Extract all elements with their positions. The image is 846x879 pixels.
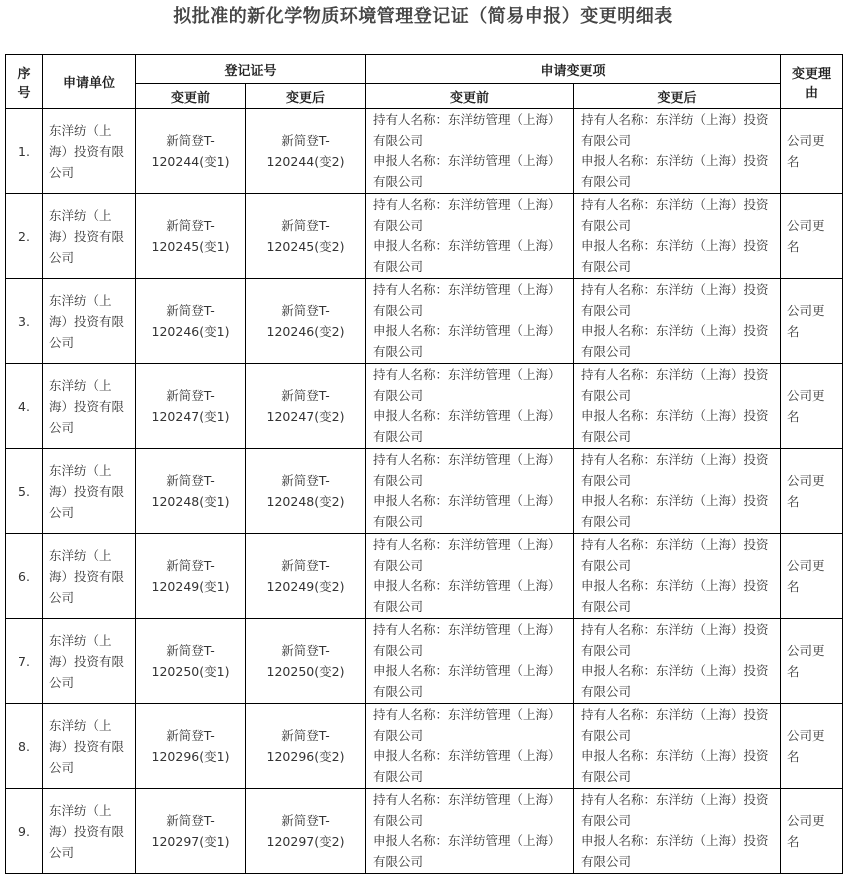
applicant-name-after: 申报人名称：东洋纺（上海）投资有限公司	[581, 748, 769, 784]
applicant-name-after: 申报人名称：东洋纺（上海）投资有限公司	[581, 408, 769, 444]
row-change-after	[574, 109, 781, 194]
header-applicant: 申请单位	[43, 55, 136, 109]
row-change-after	[574, 279, 781, 364]
row-cert-after: 新简登T-120297(变2)	[246, 789, 366, 874]
row-cert-before: 新简登T-120247(变1)	[136, 364, 246, 449]
row-cert-before: 新简登T-120245(变1)	[136, 194, 246, 279]
row-reason: 公司更名	[781, 364, 843, 449]
holder-name-before: 持有人名称：东洋纺管理（上海）有限公司	[373, 367, 561, 403]
row-applicant: 东洋纺（上海）投资有限公司	[43, 619, 136, 704]
row-reason: 公司更名	[781, 704, 843, 789]
holder-name-after: 持有人名称：东洋纺（上海）投资有限公司	[581, 622, 769, 658]
row-cert-after: 新简登T-120248(变2)	[246, 449, 366, 534]
header-change-before: 变更前	[366, 84, 574, 109]
holder-name-before: 持有人名称：东洋纺管理（上海）有限公司	[373, 707, 561, 743]
applicant-name-after: 申报人名称：东洋纺（上海）投资有限公司	[581, 238, 769, 274]
holder-name-after: 持有人名称：东洋纺（上海）投资有限公司	[581, 537, 769, 573]
applicant-name-after: 申报人名称：东洋纺（上海）投资有限公司	[581, 153, 769, 189]
row-change-after	[574, 789, 781, 874]
applicant-name-before: 申报人名称：东洋纺管理（上海）有限公司	[373, 578, 561, 614]
table-row	[6, 704, 843, 789]
page-title: 拟批准的新化学物质环境管理登记证（简易申报）变更明细表	[173, 6, 673, 27]
header-change-group: 申请变更项	[366, 55, 781, 84]
holder-name-before: 持有人名称：东洋纺管理（上海）有限公司	[373, 112, 561, 148]
row-cert-after: 新简登T-120296(变2)	[246, 704, 366, 789]
row-reason: 公司更名	[781, 619, 843, 704]
holder-name-after: 持有人名称：东洋纺（上海）投资有限公司	[581, 282, 769, 318]
header-no: 序号	[6, 55, 43, 109]
row-cert-before: 新简登T-120249(变1)	[136, 534, 246, 619]
row-change-before	[366, 364, 574, 449]
row-change-after	[574, 704, 781, 789]
applicant-name-after: 申报人名称：东洋纺（上海）投资有限公司	[581, 833, 769, 869]
header-reason: 变更理由	[781, 55, 843, 109]
row-change-after	[574, 194, 781, 279]
row-reason: 公司更名	[781, 534, 843, 619]
row-cert-after: 新简登T-120246(变2)	[246, 279, 366, 364]
table-row	[6, 279, 843, 364]
row-applicant: 东洋纺（上海）投资有限公司	[43, 194, 136, 279]
change-detail-table	[5, 54, 843, 874]
row-cert-after: 新简登T-120245(变2)	[246, 194, 366, 279]
row-applicant: 东洋纺（上海）投资有限公司	[43, 279, 136, 364]
row-applicant: 东洋纺（上海）投资有限公司	[43, 789, 136, 874]
row-change-after	[574, 619, 781, 704]
row-reason: 公司更名	[781, 789, 843, 874]
row-change-after	[574, 364, 781, 449]
table-row	[6, 364, 843, 449]
applicant-name-before: 申报人名称：东洋纺管理（上海）有限公司	[373, 663, 561, 699]
applicant-name-before: 申报人名称：东洋纺管理（上海）有限公司	[373, 493, 561, 529]
row-cert-before: 新简登T-120246(变1)	[136, 279, 246, 364]
holder-name-after: 持有人名称：东洋纺（上海）投资有限公司	[581, 452, 769, 488]
row-no: 2.	[6, 194, 43, 279]
row-no: 3.	[6, 279, 43, 364]
applicant-name-after: 申报人名称：东洋纺（上海）投资有限公司	[581, 663, 769, 699]
row-cert-after: 新简登T-120250(变2)	[246, 619, 366, 704]
row-cert-before: 新简登T-120250(变1)	[136, 619, 246, 704]
table-row	[6, 449, 843, 534]
applicant-name-before: 申报人名称：东洋纺管理（上海）有限公司	[373, 833, 561, 869]
row-applicant: 东洋纺（上海）投资有限公司	[43, 534, 136, 619]
row-cert-before: 新简登T-120244(变1)	[136, 109, 246, 194]
row-change-before	[366, 194, 574, 279]
applicant-name-after: 申报人名称：东洋纺（上海）投资有限公司	[581, 493, 769, 529]
holder-name-before: 持有人名称：东洋纺管理（上海）有限公司	[373, 622, 561, 658]
row-cert-before: 新简登T-120296(变1)	[136, 704, 246, 789]
applicant-name-before: 申报人名称：东洋纺管理（上海）有限公司	[373, 323, 561, 359]
row-reason: 公司更名	[781, 449, 843, 534]
holder-name-after: 持有人名称：东洋纺（上海）投资有限公司	[581, 367, 769, 403]
row-applicant: 东洋纺（上海）投资有限公司	[43, 449, 136, 534]
applicant-name-before: 申报人名称：东洋纺管理（上海）有限公司	[373, 238, 561, 274]
row-change-after	[574, 534, 781, 619]
row-cert-after: 新简登T-120244(变2)	[246, 109, 366, 194]
header-cert-before: 变更前	[136, 84, 246, 109]
applicant-name-after: 申报人名称：东洋纺（上海）投资有限公司	[581, 323, 769, 359]
holder-name-after: 持有人名称：东洋纺（上海）投资有限公司	[581, 197, 769, 233]
row-applicant: 东洋纺（上海）投资有限公司	[43, 109, 136, 194]
table-row	[6, 619, 843, 704]
holder-name-before: 持有人名称：东洋纺管理（上海）有限公司	[373, 452, 561, 488]
row-cert-after: 新简登T-120249(变2)	[246, 534, 366, 619]
row-reason: 公司更名	[781, 279, 843, 364]
table-row	[6, 109, 843, 194]
row-change-before	[366, 619, 574, 704]
holder-name-before: 持有人名称：东洋纺管理（上海）有限公司	[373, 792, 561, 828]
holder-name-after: 持有人名称：东洋纺（上海）投资有限公司	[581, 707, 769, 743]
row-no: 8.	[6, 704, 43, 789]
row-change-before	[366, 704, 574, 789]
header-change-after: 变更后	[574, 84, 781, 109]
holder-name-after: 持有人名称：东洋纺（上海）投资有限公司	[581, 112, 769, 148]
row-no: 7.	[6, 619, 43, 704]
row-change-before	[366, 279, 574, 364]
table-row	[6, 789, 843, 874]
holder-name-before: 持有人名称：东洋纺管理（上海）有限公司	[373, 282, 561, 318]
holder-name-before: 持有人名称：东洋纺管理（上海）有限公司	[373, 537, 561, 573]
applicant-name-before: 申报人名称：东洋纺管理（上海）有限公司	[373, 153, 561, 189]
row-cert-before: 新简登T-120297(变1)	[136, 789, 246, 874]
row-reason: 公司更名	[781, 194, 843, 279]
row-reason: 公司更名	[781, 109, 843, 194]
row-no: 1.	[6, 109, 43, 194]
row-no: 9.	[6, 789, 43, 874]
row-change-before	[366, 109, 574, 194]
holder-name-after: 持有人名称：东洋纺（上海）投资有限公司	[581, 792, 769, 828]
table-row	[6, 194, 843, 279]
row-no: 6.	[6, 534, 43, 619]
row-cert-after: 新简登T-120247(变2)	[246, 364, 366, 449]
row-cert-before: 新简登T-120248(变1)	[136, 449, 246, 534]
applicant-name-before: 申报人名称：东洋纺管理（上海）有限公司	[373, 748, 561, 784]
row-change-before	[366, 449, 574, 534]
table-row	[6, 534, 843, 619]
header-cert-after: 变更后	[246, 84, 366, 109]
header-cert-group: 登记证号	[136, 55, 366, 84]
row-applicant: 东洋纺（上海）投资有限公司	[43, 704, 136, 789]
row-change-before	[366, 789, 574, 874]
row-applicant: 东洋纺（上海）投资有限公司	[43, 364, 136, 449]
holder-name-before: 持有人名称：东洋纺管理（上海）有限公司	[373, 197, 561, 233]
applicant-name-after: 申报人名称：东洋纺（上海）投资有限公司	[581, 578, 769, 614]
row-change-before	[366, 534, 574, 619]
row-no: 4.	[6, 364, 43, 449]
row-change-after	[574, 449, 781, 534]
applicant-name-before: 申报人名称：东洋纺管理（上海）有限公司	[373, 408, 561, 444]
row-no: 5.	[6, 449, 43, 534]
